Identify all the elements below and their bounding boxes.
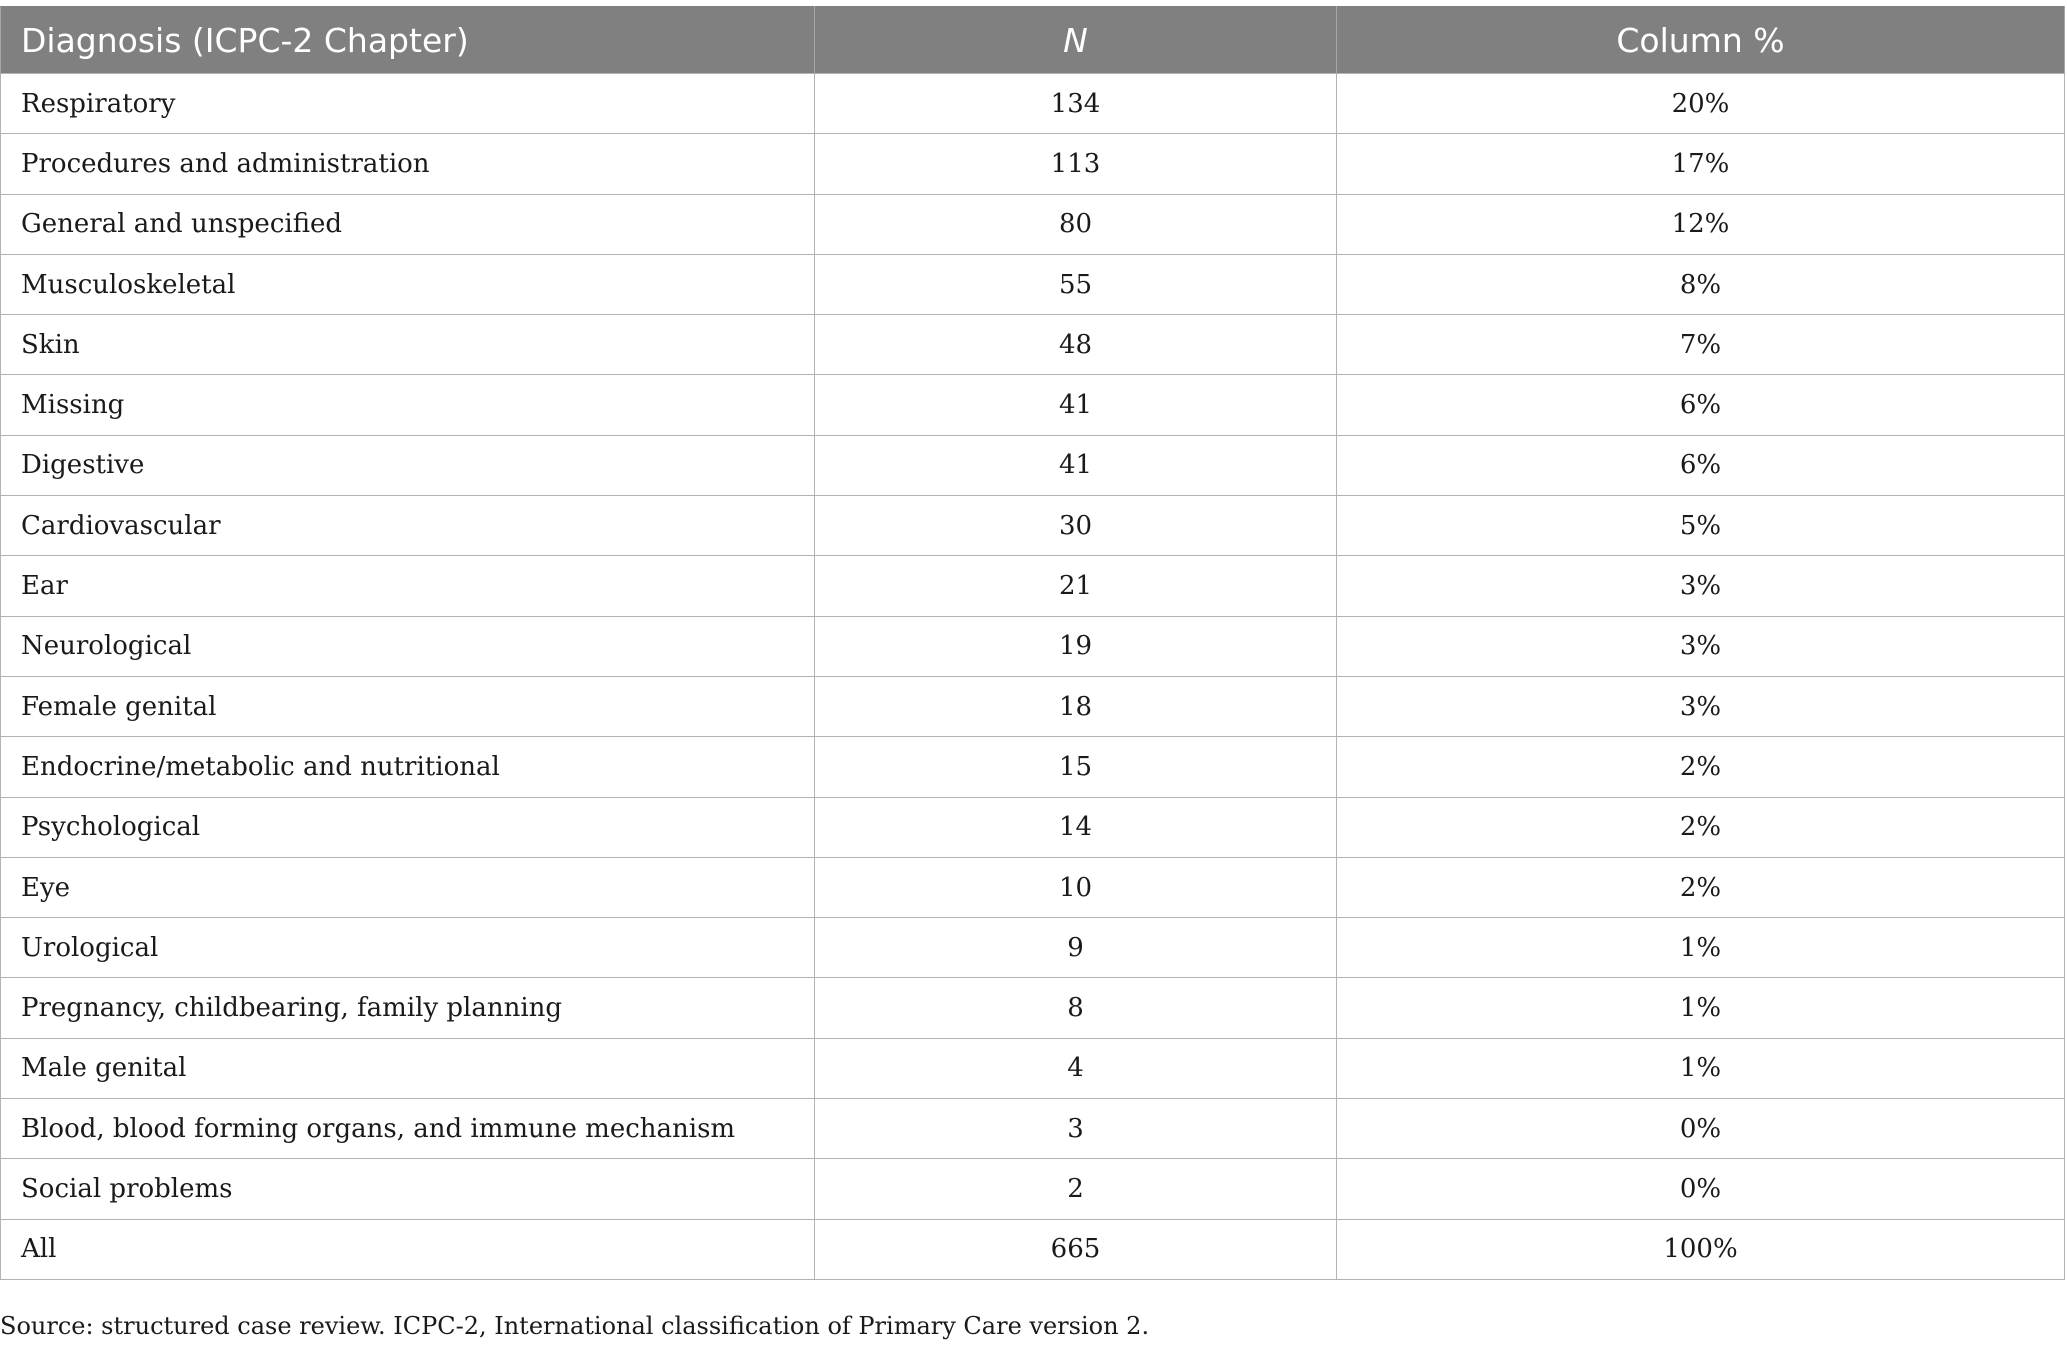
cell-diagnosis: General and unspecified — [1, 194, 815, 254]
header-n: N — [815, 7, 1337, 74]
table-row — [1, 375, 2065, 435]
table-row — [1, 1159, 2065, 1219]
cell-diagnosis: Neurological — [1, 616, 815, 676]
cell-diagnosis: Skin — [1, 315, 815, 375]
cell-n: 10 — [815, 857, 1337, 917]
cell-n: 9 — [815, 918, 1337, 978]
cell-diagnosis: Respiratory — [1, 74, 815, 134]
cell-column-percent: 2% — [1337, 737, 2065, 797]
cell-column-percent: 3% — [1337, 556, 2065, 616]
cell-diagnosis: Male genital — [1, 1038, 815, 1098]
cell-diagnosis: Blood, blood forming organs, and immune mechanism — [1, 1099, 815, 1159]
cell-column-percent: 1% — [1337, 1038, 2065, 1098]
cell-diagnosis: Ear — [1, 556, 815, 616]
table-row — [1, 496, 2065, 556]
table-row — [1, 857, 2065, 917]
table-row — [1, 74, 2065, 134]
table-row — [1, 797, 2065, 857]
cell-diagnosis: All — [1, 1219, 815, 1279]
table-row — [1, 1038, 2065, 1098]
cell-column-percent: 17% — [1337, 134, 2065, 194]
cell-n: 48 — [815, 315, 1337, 375]
cell-column-percent: 1% — [1337, 918, 2065, 978]
cell-column-percent: 1% — [1337, 978, 2065, 1038]
cell-column-percent: 20% — [1337, 74, 2065, 134]
cell-column-percent: 6% — [1337, 375, 2065, 435]
table-row — [1, 556, 2065, 616]
cell-n: 19 — [815, 616, 1337, 676]
cell-diagnosis: Female genital — [1, 676, 815, 736]
header-column-percent: Column % — [1337, 7, 2065, 74]
table-row — [1, 315, 2065, 375]
cell-n: 41 — [815, 375, 1337, 435]
cell-diagnosis: Missing — [1, 375, 815, 435]
cell-column-percent: 0% — [1337, 1099, 2065, 1159]
cell-diagnosis: Pregnancy, childbearing, family planning — [1, 978, 815, 1038]
cell-n: 134 — [815, 74, 1337, 134]
table-row — [1, 194, 2065, 254]
cell-column-percent: 12% — [1337, 194, 2065, 254]
cell-column-percent: 5% — [1337, 496, 2065, 556]
cell-diagnosis: Social problems — [1, 1159, 815, 1219]
cell-diagnosis: Endocrine/metabolic and nutritional — [1, 737, 815, 797]
table-row — [1, 1219, 2065, 1279]
cell-column-percent: 100% — [1337, 1219, 2065, 1279]
header-row — [1, 7, 2065, 74]
cell-n: 3 — [815, 1099, 1337, 1159]
cell-column-percent: 3% — [1337, 676, 2065, 736]
cell-n: 30 — [815, 496, 1337, 556]
cell-n: 21 — [815, 556, 1337, 616]
table-row — [1, 435, 2065, 495]
cell-column-percent: 2% — [1337, 797, 2065, 857]
cell-column-percent: 2% — [1337, 857, 2065, 917]
cell-diagnosis: Eye — [1, 857, 815, 917]
cell-column-percent: 3% — [1337, 616, 2065, 676]
table-body — [1, 74, 2065, 1280]
table-row — [1, 676, 2065, 736]
cell-n: 18 — [815, 676, 1337, 736]
cell-n: 80 — [815, 194, 1337, 254]
table-row — [1, 134, 2065, 194]
table-row — [1, 616, 2065, 676]
cell-column-percent: 0% — [1337, 1159, 2065, 1219]
header-diagnosis: Diagnosis (ICPC-2 Chapter) — [1, 7, 815, 74]
cell-column-percent: 7% — [1337, 315, 2065, 375]
table-header — [1, 7, 2065, 74]
cell-column-percent: 6% — [1337, 435, 2065, 495]
cell-n: 2 — [815, 1159, 1337, 1219]
cell-diagnosis: Cardiovascular — [1, 496, 815, 556]
table-row — [1, 1099, 2065, 1159]
cell-diagnosis: Procedures and administration — [1, 134, 815, 194]
cell-n: 41 — [815, 435, 1337, 495]
cell-n: 665 — [815, 1219, 1337, 1279]
table-row — [1, 254, 2065, 314]
cell-n: 55 — [815, 254, 1337, 314]
cell-n: 4 — [815, 1038, 1337, 1098]
cell-column-percent: 8% — [1337, 254, 2065, 314]
cell-diagnosis: Musculoskeletal — [1, 254, 815, 314]
cell-diagnosis: Psychological — [1, 797, 815, 857]
table-row — [1, 918, 2065, 978]
cell-diagnosis: Urological — [1, 918, 815, 978]
cell-n: 8 — [815, 978, 1337, 1038]
table-row — [1, 737, 2065, 797]
cell-n: 14 — [815, 797, 1337, 857]
cell-n: 15 — [815, 737, 1337, 797]
cell-diagnosis: Digestive — [1, 435, 815, 495]
cell-n: 113 — [815, 134, 1337, 194]
diagnosis-table — [0, 6, 2065, 1280]
source-footnote: Source: structured case review. ICPC-2, International classification of Primary Care version 2. — [0, 1312, 1150, 1340]
table-row — [1, 978, 2065, 1038]
diagnosis-table-container — [0, 6, 2064, 1280]
